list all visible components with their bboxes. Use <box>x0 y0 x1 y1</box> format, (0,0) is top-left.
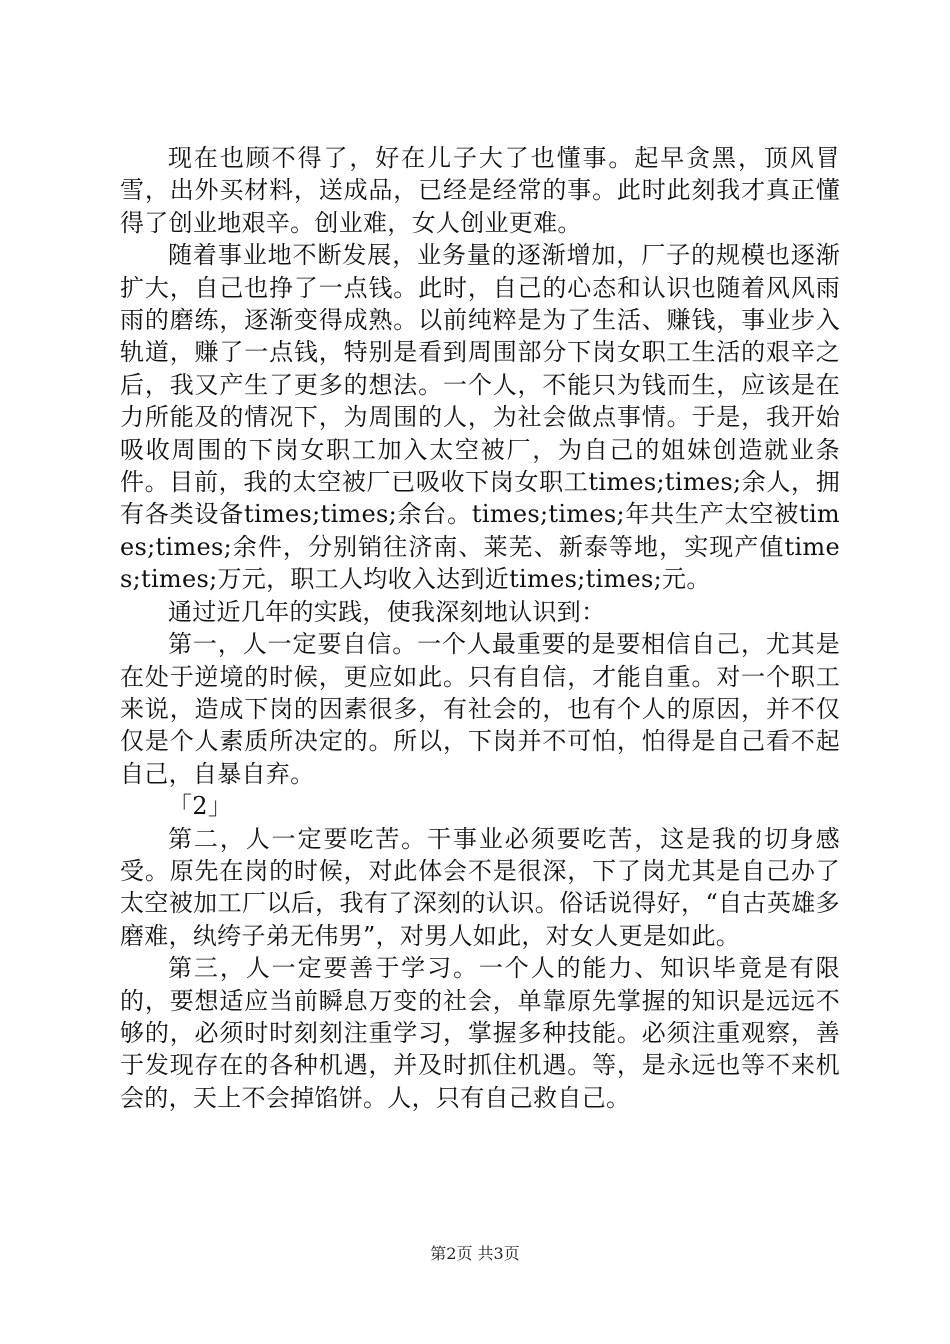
paragraph-realization: 通过近几年的实践，使我深刻地认识到： <box>168 597 606 626</box>
paragraph-business-growth: 随着事业地不断发展，业务量的逐渐增加，厂子的规模也逐渐扩大，自己也挣了一点钱。此时，自己的心态和认识也随着风风雨雨的磨练，逐渐变得成熟。以前纯粹是为了生活、赚钱，事业步入轨道，赚了一点钱，特别是看到周围部分下岗女职工生活的艰辛之后，我又产生了更多的想法。一个人，不能只为钱而生，应该是在力所能及的情况下，为周围的人，为社会做点事情。于是，我开始吸收周围的下岗女职工加入太空被厂，为自己的姐妹创造就业条件。目前，我的太空被厂已吸收下岗女职工times;times;余人，拥有各类设备times;times;余台。times;times;年共生产太空被times;times;余件，分别销往济南、莱芜、新泰等地，实现产值times;times;万元，职工人均收入达到近times;times;元。 <box>120 241 840 594</box>
paragraph-point-two: 第二，人一定要吃苦。干事业必须要吃苦，这是我的切身感受。原先在岗的时候，对此体会不是很深，下了岗尤其是自己办了太空被加工厂以后，我有了深刻的认识。俗话说得好，“自古英雄多磨难，纨绔子弟无伟男”，对男人如此，对女人更是如此。 <box>120 824 840 950</box>
paragraph-point-three: 第三，人一定要善于学习。一个人的能力、知识毕竟是有限的，要想适应当前瞬息万变的社会，单靠原先掌握的知识是远远不够的，必须时时刻刻注重学习，掌握多种技能。必须注重观察，善于发现存在的各种机遇，并及时抓住机遇。等，是永远也等不来机会的，天上不会掉馅饼。人，只有自己救自己。 <box>120 954 840 1112</box>
paragraph-point-one: 第一，人一定要自信。一个人最重要的是要相信自己，尤其是在处于逆境的时候，更应如此。只有自信，才能自重。对一个职工来说，造成下岗的因素很多，有社会的，也有个人的原因，并不仅仅是个人素质所决定的。所以，下岗并不可怕，怕得是自己看不起自己，自暴自弃。 <box>120 630 840 788</box>
paragraph-marker: 「2」 <box>168 792 233 821</box>
document-body <box>120 142 840 1114</box>
page-number: 第2页 共3页 <box>430 1244 520 1263</box>
paragraph-hardship: 现在也顾不得了，好在儿子大了也懂事。起早贪黑，顶风冒雪，出外买材料，送成品，已经是经常的事。此时此刻我才真正懂得了创业地艰辛。创业难，女人创业更难。 <box>120 144 840 237</box>
